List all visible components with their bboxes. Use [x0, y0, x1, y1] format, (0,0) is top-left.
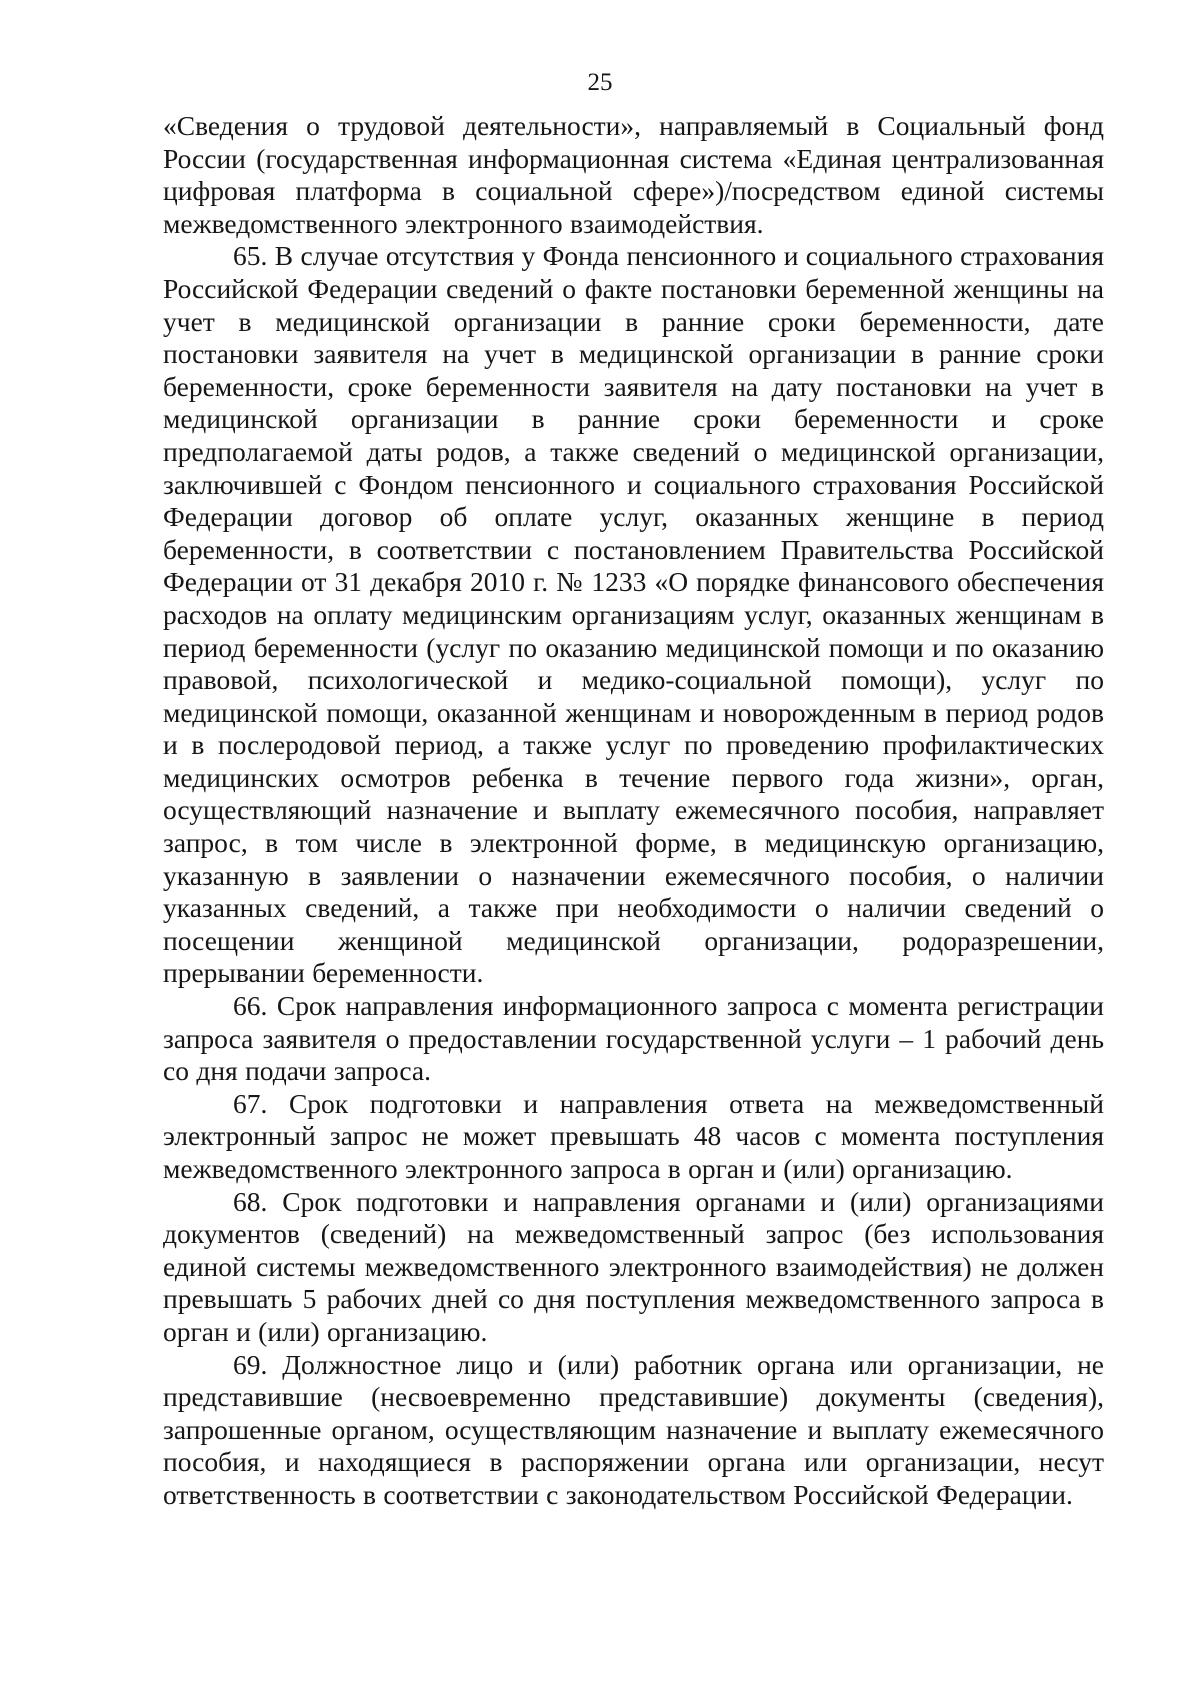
paragraph-68: 68. Срок подготовки и направления органами и (или) организациями документов (сведений) на межведомственный запрос (без использования единой системы межведомственного электронного взаимодействия) не должен превышать 5 рабочих дней со дня поступления межведомственного запроса в орган и (или) организацию.	[163, 1185, 1104, 1347]
paragraph-continuation: «Сведения о трудовой деятельности», направляемый в Социальный фонд России (государственная информационная система «Единая централизованная цифровая платформа в социальной сфере»)/посредством единой системы межведомственного электронного взаимодействия.	[163, 110, 1104, 239]
paragraph-65: 65. В случае отсутствия у Фонда пенсионного и социального страхования Российской Федерации сведений о факте постановки беременной женщины на учет в медицинской организации в ранние сроки беременности, дате постановки заявителя на учет в медицинской организации в ранние сроки беременности, сроке беременности заявителя на дату постановки на учет в медицинской организации в ранние сроки беременности и сроке предполагаемой даты родов, а также сведений о медицинской организации, заключившей с Фондом пенсионного и социального страхования Российской Федерации договор об оплате услуг, оказанных женщине в период беременности, в соответствии с постановлением Правительства Российской Федерации от 31 декабря 2010 г. № 1233 «О порядке финансового обеспечения расходов на оплату медицинским организациям услуг, оказанных женщинам в период беременности (услуг по оказанию медицинской помощи и по оказанию правовой, психологической и медико-социальной помощи), услуг по медицинской помощи, оказанной женщинам и новорожденным в период родов и в послеродовой период, а также услуг по проведению профилактических медицинских осмотров ребенка в течение первого года жизни», орган, осуществляющий назначение и выплату ежемесячного пособия, направляет запрос, в том числе в электронной форме, в медицинскую организацию, указанную в заявлении о назначении ежемесячного пособия, о наличии указанных сведений, а также при необходимости о наличии сведений о посещении женщиной медицинской организации, родоразрешении, прерывании беременности.	[163, 240, 1104, 989]
document-body	[163, 110, 1104, 1512]
page-number: 25	[587, 69, 613, 96]
paragraph-69: 69. Должностное лицо и (или) работник органа или организации, не представившие (несвоевременно представившие) документы (сведения), запрошенные органом, осуществляющим назначение и выплату ежемесячного пособия, и находящиеся в распоряжении органа или организации, несут ответственность в соответствии с законодательством Российской Федерации.	[163, 1348, 1104, 1510]
paragraph-66: 66. Срок направления информационного запроса с момента регистрации запроса заявителя о предоставлении государственной услуги – 1 рабочий день со дня подачи запроса.	[163, 990, 1104, 1087]
paragraph-67: 67. Срок подготовки и направления ответа на межведомственный электронный запрос не может превышать 48 часов с момента поступления межведомственного электронного запроса в орган и (или) организацию.	[163, 1087, 1104, 1184]
